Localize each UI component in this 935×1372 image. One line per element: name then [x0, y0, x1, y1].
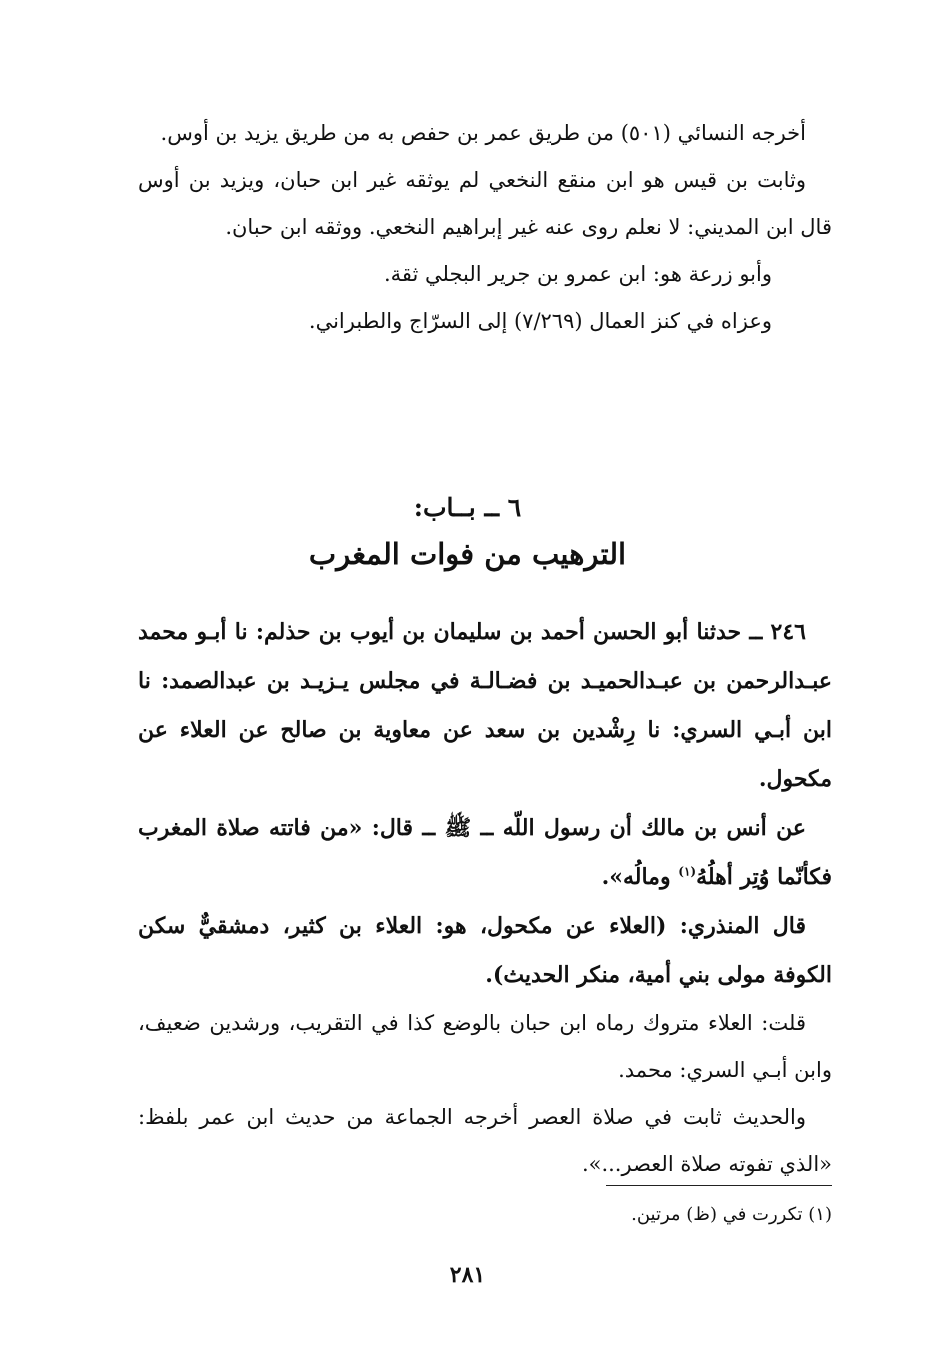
footnote: (١) تكررت في (ظ) مرتين. — [631, 1204, 832, 1225]
note-abu-zura: وأبو زرعة هو: ابن عمرو بن جرير البجلي ثقة. — [383, 262, 772, 286]
matn-ending: ومالُه». — [601, 864, 679, 890]
top-notes — [138, 110, 832, 345]
page-number: ٢٨١ — [449, 1262, 486, 1288]
note-nasai: أخرجه النسائي (٥٠١) من طريق عمر بن حفص به من طريق يزيد بن أوس. — [160, 121, 806, 145]
chapter-title: الترهيب من فوات المغرب — [308, 537, 627, 571]
commentary-qultu: قلت: العلاء متروك رماه ابن حبان بالوضع كذا في التقريب، ورشدين ضعيف، وابن أبـي السري: محمد. — [138, 1011, 832, 1082]
footnote-marker: (١) — [678, 864, 697, 879]
hadith-block — [138, 608, 832, 1188]
chapter-number: ٦ ــ بــاب: — [413, 493, 522, 522]
hadith-isnad: ٢٤٦ ــ حدثنا أبو الحسن أحمد بن سليمان بن أيوب بن حذلم: نا أبـو محمد عبـدالرحمن بن عبـدالحميـد بن فضـالـة في مجلس يـزيـد بن عبدالصمد: نا ابن أبـي السري: نا رِشْدين بن سعد عن معاوية بن صالح عن العلاء عن مكحول. — [138, 619, 832, 792]
commentary-hadith-thabit: والحديث ثابت في صلاة العصر أخرجه الجماعة من حديث ابن عمر بلفظ: «الذي تفوته صلاة العصر...». — [138, 1105, 832, 1176]
matn-text: عن أنس بن مالك أن رسول اللّه ــ ﷺ ــ قال: «من فاتته صلاة المغرب فكأنّما وُتِر أهلُهُ — [138, 815, 832, 890]
mundhiri-comment: قال المنذري: (العلاء عن مكحول، هو: العلاء بن كثير، دمشقيٌّ سكن الكوفة مولى بني أمية، منكر الحديث). — [138, 913, 832, 988]
note-kanz: وعزاه في كنز العمال (٧/٢٦٩) إلى السرّاج والطبراني. — [308, 309, 772, 333]
footnote-divider — [606, 1185, 832, 1186]
note-thabit: وثابت بن قيس هو ابن منقع النخعي لم يوثقه غير ابن حبان، ويزيد بن أوس قال ابن المديني: لا نعلم روى عنه غير إبراهيم النخعي. ووثقه ابن حبان. — [138, 168, 832, 239]
hadith-matn — [138, 804, 832, 902]
